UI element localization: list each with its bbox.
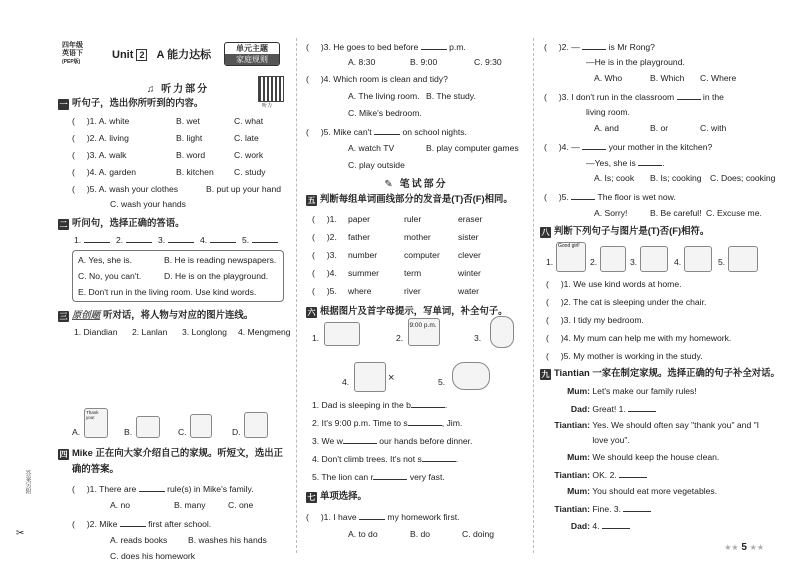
dialogue-line: Mum: You should eat more vegetables. bbox=[567, 486, 718, 496]
bedroom-picture[interactable] bbox=[640, 246, 668, 272]
reading-picture[interactable] bbox=[244, 412, 268, 438]
answer-blank[interactable] bbox=[638, 156, 662, 166]
list-item: ( )1. bbox=[312, 214, 337, 224]
word: winter bbox=[458, 268, 481, 278]
sentence: 4. Don't climb trees. It's not s . bbox=[312, 454, 459, 464]
option-a: A. The living room. bbox=[348, 91, 420, 101]
word: ruler bbox=[404, 214, 422, 224]
headphone-icon: ♫ bbox=[146, 84, 162, 95]
list-item: ( )1. We use kind words at home. bbox=[546, 279, 682, 289]
speech-bubble: Good girl! bbox=[558, 243, 580, 249]
clock-time: 9:00 p.m. bbox=[409, 322, 437, 329]
word: mother bbox=[404, 232, 431, 242]
question-row: ( )4. Which room is clean and tidy? bbox=[306, 74, 448, 84]
section-6-title: 六 根据图片及首字母提示，写单词，补全句子。 bbox=[307, 305, 508, 317]
question-cont: living room. bbox=[586, 107, 630, 117]
list-item: ( )2. A. living bbox=[72, 133, 129, 143]
option-c: C. work bbox=[234, 150, 264, 160]
unit-header bbox=[58, 40, 286, 68]
dialogue-line: Dad: 4. bbox=[540, 519, 630, 532]
answer-blank[interactable]: 4. bbox=[200, 233, 236, 246]
answer-blank[interactable] bbox=[619, 468, 647, 478]
section-1-title: 一 听句子，选出你所听到的内容。 bbox=[59, 97, 204, 109]
option-a: A. 8:30 bbox=[348, 57, 376, 67]
answer-blank[interactable] bbox=[602, 519, 630, 529]
pic-label: 5. bbox=[718, 257, 726, 267]
list-item: ( )5. A. wash your clothes bbox=[72, 184, 179, 194]
pic-label: 3. bbox=[630, 257, 638, 267]
pic-label-d: D. bbox=[232, 427, 241, 437]
column-2 bbox=[306, 36, 528, 559]
name-1: 1. Diandian bbox=[74, 327, 118, 337]
thank-you-sign: Thank you! bbox=[86, 410, 99, 420]
question-row: ( )1. There are rule(s) in Mike's family. bbox=[72, 484, 254, 494]
name-2: 2. Lanlan bbox=[132, 327, 168, 337]
sentence: 2. It's 9:00 p.m. Time to s , Jim. bbox=[312, 418, 463, 428]
answer-blank[interactable] bbox=[374, 125, 400, 135]
option-b: B. kitchen bbox=[176, 167, 214, 177]
word: sister bbox=[458, 232, 479, 242]
option-a: A. Sorry! bbox=[594, 208, 628, 218]
option-c: C. does his homework bbox=[110, 551, 196, 561]
girl-picture[interactable] bbox=[490, 316, 514, 348]
option-c: C. 9:30 bbox=[474, 57, 502, 67]
section-4-title: 四 Mike 正在向大家介绍自己的家规。听短文，选出正 bbox=[59, 447, 283, 459]
option-a: A. Yes, she is. bbox=[78, 255, 132, 265]
word: clever bbox=[458, 250, 481, 260]
homework-picture[interactable] bbox=[684, 246, 712, 272]
sweeping-picture[interactable] bbox=[190, 414, 212, 438]
section-2-title: 二 听问句，选择正确的答语。 bbox=[59, 217, 185, 229]
option-c: C. one bbox=[228, 500, 254, 510]
answer-blank[interactable] bbox=[411, 398, 445, 408]
pic-label: 3. bbox=[474, 333, 482, 343]
section-9-title: 九 Tiantian 一家在制定家规。选择正确的句子补全对话。 bbox=[541, 367, 780, 379]
sentence: 3. We w our hands before dinner. bbox=[312, 436, 473, 446]
question-row: ( )5. The floor is wet now. bbox=[544, 192, 676, 202]
bed-picture[interactable] bbox=[324, 322, 360, 346]
unit-theme-badge: 单元主题 家庭规则 bbox=[224, 42, 280, 66]
option-b: B. The study. bbox=[426, 91, 476, 101]
column-3 bbox=[540, 36, 780, 559]
question-cont: —He is in the playground. bbox=[586, 57, 685, 67]
list-item: ( )3. I tidy my bedroom. bbox=[546, 315, 644, 325]
option-a: A. watch TV bbox=[348, 143, 395, 153]
option-b: B. 9:00 bbox=[410, 57, 438, 67]
answer-blank[interactable] bbox=[628, 402, 656, 412]
listening-part-title: ♫ 听力部分 bbox=[146, 84, 210, 95]
option-c: C. what bbox=[234, 116, 264, 126]
option-c: C. doing bbox=[462, 529, 495, 539]
answer-blank[interactable] bbox=[582, 140, 606, 150]
word: number bbox=[348, 250, 378, 260]
answer-blank[interactable] bbox=[373, 470, 407, 480]
answer-blank[interactable] bbox=[677, 90, 701, 100]
answer-blank[interactable]: 5. bbox=[242, 233, 278, 246]
answer-blank[interactable] bbox=[359, 510, 385, 520]
option-c: C. Excuse me. bbox=[706, 208, 762, 218]
option-b: B. washes his hands bbox=[188, 535, 267, 545]
answer-blank[interactable]: 2. bbox=[116, 233, 152, 246]
option-c: C. No, you can't. bbox=[78, 271, 142, 281]
section-4-title-cont: 确的答案。 bbox=[72, 463, 119, 474]
sidebar-note: 答案另附 bbox=[24, 470, 30, 494]
section-3-title: 三 原创题 听对话，将人物与对应的图片连线。 bbox=[59, 309, 254, 321]
list-item: ( )3. A. walk bbox=[72, 150, 127, 160]
list-item: ( )3. bbox=[312, 250, 337, 260]
option-c: C. with bbox=[700, 123, 727, 133]
dialogue-line: Tiantian: Fine. 3. bbox=[540, 502, 651, 515]
answer-blank[interactable] bbox=[421, 40, 447, 50]
answer-blank[interactable] bbox=[343, 434, 377, 444]
question-row: ( )1. I have my homework first. bbox=[306, 512, 460, 522]
word: summer bbox=[348, 268, 380, 278]
option-b: B. do bbox=[410, 529, 431, 539]
option-b: B. wet bbox=[176, 116, 200, 126]
option-b: B. light bbox=[176, 133, 203, 143]
section-5-title: 五 判断每组单词画线部分的发音是(T)否(F)相同。 bbox=[307, 193, 513, 205]
list-item: ( )1. A. white bbox=[72, 116, 130, 126]
dialogue-line: Mum: Let's make our family rules! bbox=[567, 386, 697, 396]
answer-blank[interactable] bbox=[422, 452, 456, 462]
list-item: ( )5. My mother is working in the study. bbox=[546, 351, 703, 361]
qr-label: 听力 bbox=[262, 103, 273, 109]
list-item: ( )5. bbox=[312, 286, 337, 296]
word: eraser bbox=[458, 214, 483, 224]
word: father bbox=[348, 232, 370, 242]
lion-picture[interactable] bbox=[452, 362, 490, 390]
pic-label: 2. bbox=[590, 257, 598, 267]
option-b: B. put up your hand bbox=[206, 184, 282, 194]
option-a: A. Is; cook bbox=[594, 173, 635, 183]
page-number: ★★ 5 ★★ bbox=[724, 542, 764, 553]
question-row: ( )5. Mike can't on school nights. bbox=[306, 127, 467, 137]
option-c: C. Does; cooking bbox=[710, 173, 776, 183]
scissors-icon: ✂ bbox=[16, 528, 25, 539]
name-3: 3. Longlong bbox=[182, 327, 227, 337]
star-icon: ★★ bbox=[749, 543, 764, 552]
answer-blank[interactable] bbox=[571, 190, 595, 200]
question-cont: —Yes, she is . bbox=[586, 158, 665, 168]
word: river bbox=[404, 286, 421, 296]
answer-blank[interactable] bbox=[120, 517, 146, 527]
cat-chair-picture[interactable] bbox=[600, 246, 626, 272]
question-row: ( )2. — is Mr Rong? bbox=[544, 42, 655, 52]
unit-title: Unit 2 A 能力达标 bbox=[112, 49, 212, 61]
option-b: B. play computer games bbox=[426, 143, 519, 153]
pic-label: 1. bbox=[312, 333, 320, 343]
star-icon: ★★ bbox=[724, 543, 739, 552]
hand-washing-picture[interactable] bbox=[136, 416, 160, 438]
option-a: A. to do bbox=[348, 529, 378, 539]
pic-label-b: B. bbox=[124, 427, 133, 437]
pic-label: 1. bbox=[546, 257, 554, 267]
question-row: ( )4. — your mother in the kitchen? bbox=[544, 142, 713, 152]
list-item: ( )2. bbox=[312, 232, 337, 242]
option-a: A. Who bbox=[594, 73, 623, 83]
answer-blank[interactable] bbox=[139, 482, 165, 492]
option-c: C. play outside bbox=[348, 160, 405, 170]
column-1 bbox=[58, 36, 291, 561]
option-a: A. reads books bbox=[110, 535, 168, 545]
section-8-title: 八 判断下列句子与图片是(T)否(F)相符。 bbox=[541, 225, 710, 237]
option-e: E. Don't run in the living room. Use kind words. bbox=[78, 287, 257, 297]
answer-blank[interactable] bbox=[582, 40, 606, 50]
option-a: A. and bbox=[594, 123, 619, 133]
grade-label: 四年级 英语下 (PEP版) bbox=[62, 42, 83, 65]
cross-mark: × bbox=[388, 372, 395, 384]
pic-label-a: A. bbox=[72, 427, 81, 437]
word: where bbox=[348, 286, 372, 296]
option-c: C. Mike's bedroom. bbox=[348, 108, 422, 118]
sentence: 1. Dad is sleeping in the b . bbox=[312, 400, 448, 410]
pic-label: 4. bbox=[674, 257, 682, 267]
answer-blank[interactable]: 1. bbox=[74, 233, 110, 246]
study-picture[interactable] bbox=[728, 246, 758, 272]
list-item: ( )4. My mum can help me with my homework. bbox=[546, 333, 732, 343]
option-b: B. Be careful! bbox=[650, 208, 702, 218]
option-c: C. wash your hands bbox=[110, 199, 186, 209]
option-b: B. He is reading newspapers. bbox=[164, 255, 277, 265]
section-7-title: 七 单项选择。 bbox=[307, 490, 367, 502]
option-c: C. late bbox=[234, 133, 259, 143]
option-c: C. study bbox=[234, 167, 266, 177]
option-a: A. no bbox=[110, 500, 131, 510]
option-b: B. many bbox=[174, 500, 206, 510]
name-4: 4. Mengmeng bbox=[238, 327, 291, 337]
dialogue-line: Dad: Great! 1. bbox=[540, 402, 656, 415]
question-row: ( )2. Mike first after school. bbox=[72, 519, 212, 529]
option-d: D. He is on the playground. bbox=[164, 271, 269, 281]
pic-label: 4. bbox=[342, 377, 350, 387]
word: computer bbox=[404, 250, 440, 260]
word: water bbox=[458, 286, 480, 296]
pencil-icon: ✎ bbox=[384, 179, 400, 190]
dialogue-line: love you". bbox=[592, 435, 630, 445]
answer-blank[interactable] bbox=[623, 502, 651, 512]
pic-label: 2. bbox=[396, 333, 404, 343]
dialogue-line: Tiantian: OK. 2. bbox=[540, 468, 647, 481]
answer-blank[interactable]: 3. bbox=[158, 233, 194, 246]
dialogue-line: Mum: We should keep the house clean. bbox=[567, 452, 720, 462]
pic-label-c: C. bbox=[178, 427, 187, 437]
climbing-tree-picture[interactable] bbox=[354, 362, 386, 392]
option-b: B. Is; cooking bbox=[650, 173, 702, 183]
option-b: B. word bbox=[176, 150, 206, 160]
qr-code[interactable] bbox=[258, 76, 284, 102]
pic-label: 5. bbox=[438, 377, 446, 387]
list-item: ( )4. A. garden bbox=[72, 167, 137, 177]
option-b: B. or bbox=[650, 123, 669, 133]
word: term bbox=[404, 268, 422, 278]
option-c: C. Where bbox=[700, 73, 737, 83]
list-item: ( )2. The cat is sleeping under the chair. bbox=[546, 297, 707, 307]
question-row: ( )3. He goes to bed before p.m. bbox=[306, 42, 466, 52]
writing-part-title: ✎ 笔试部分 bbox=[384, 179, 448, 190]
sentence: 5. The lion can r very fast. bbox=[312, 472, 445, 482]
question-row: ( )3. I don't run in the classroom in the bbox=[544, 92, 724, 102]
option-b: B. Which bbox=[650, 73, 685, 83]
word: paper bbox=[348, 214, 370, 224]
dialogue-line: Tiantian: Yes. We should often say "thank you" and "I bbox=[554, 420, 760, 430]
list-item: ( )4. bbox=[312, 268, 337, 278]
answer-blank[interactable] bbox=[408, 416, 442, 426]
